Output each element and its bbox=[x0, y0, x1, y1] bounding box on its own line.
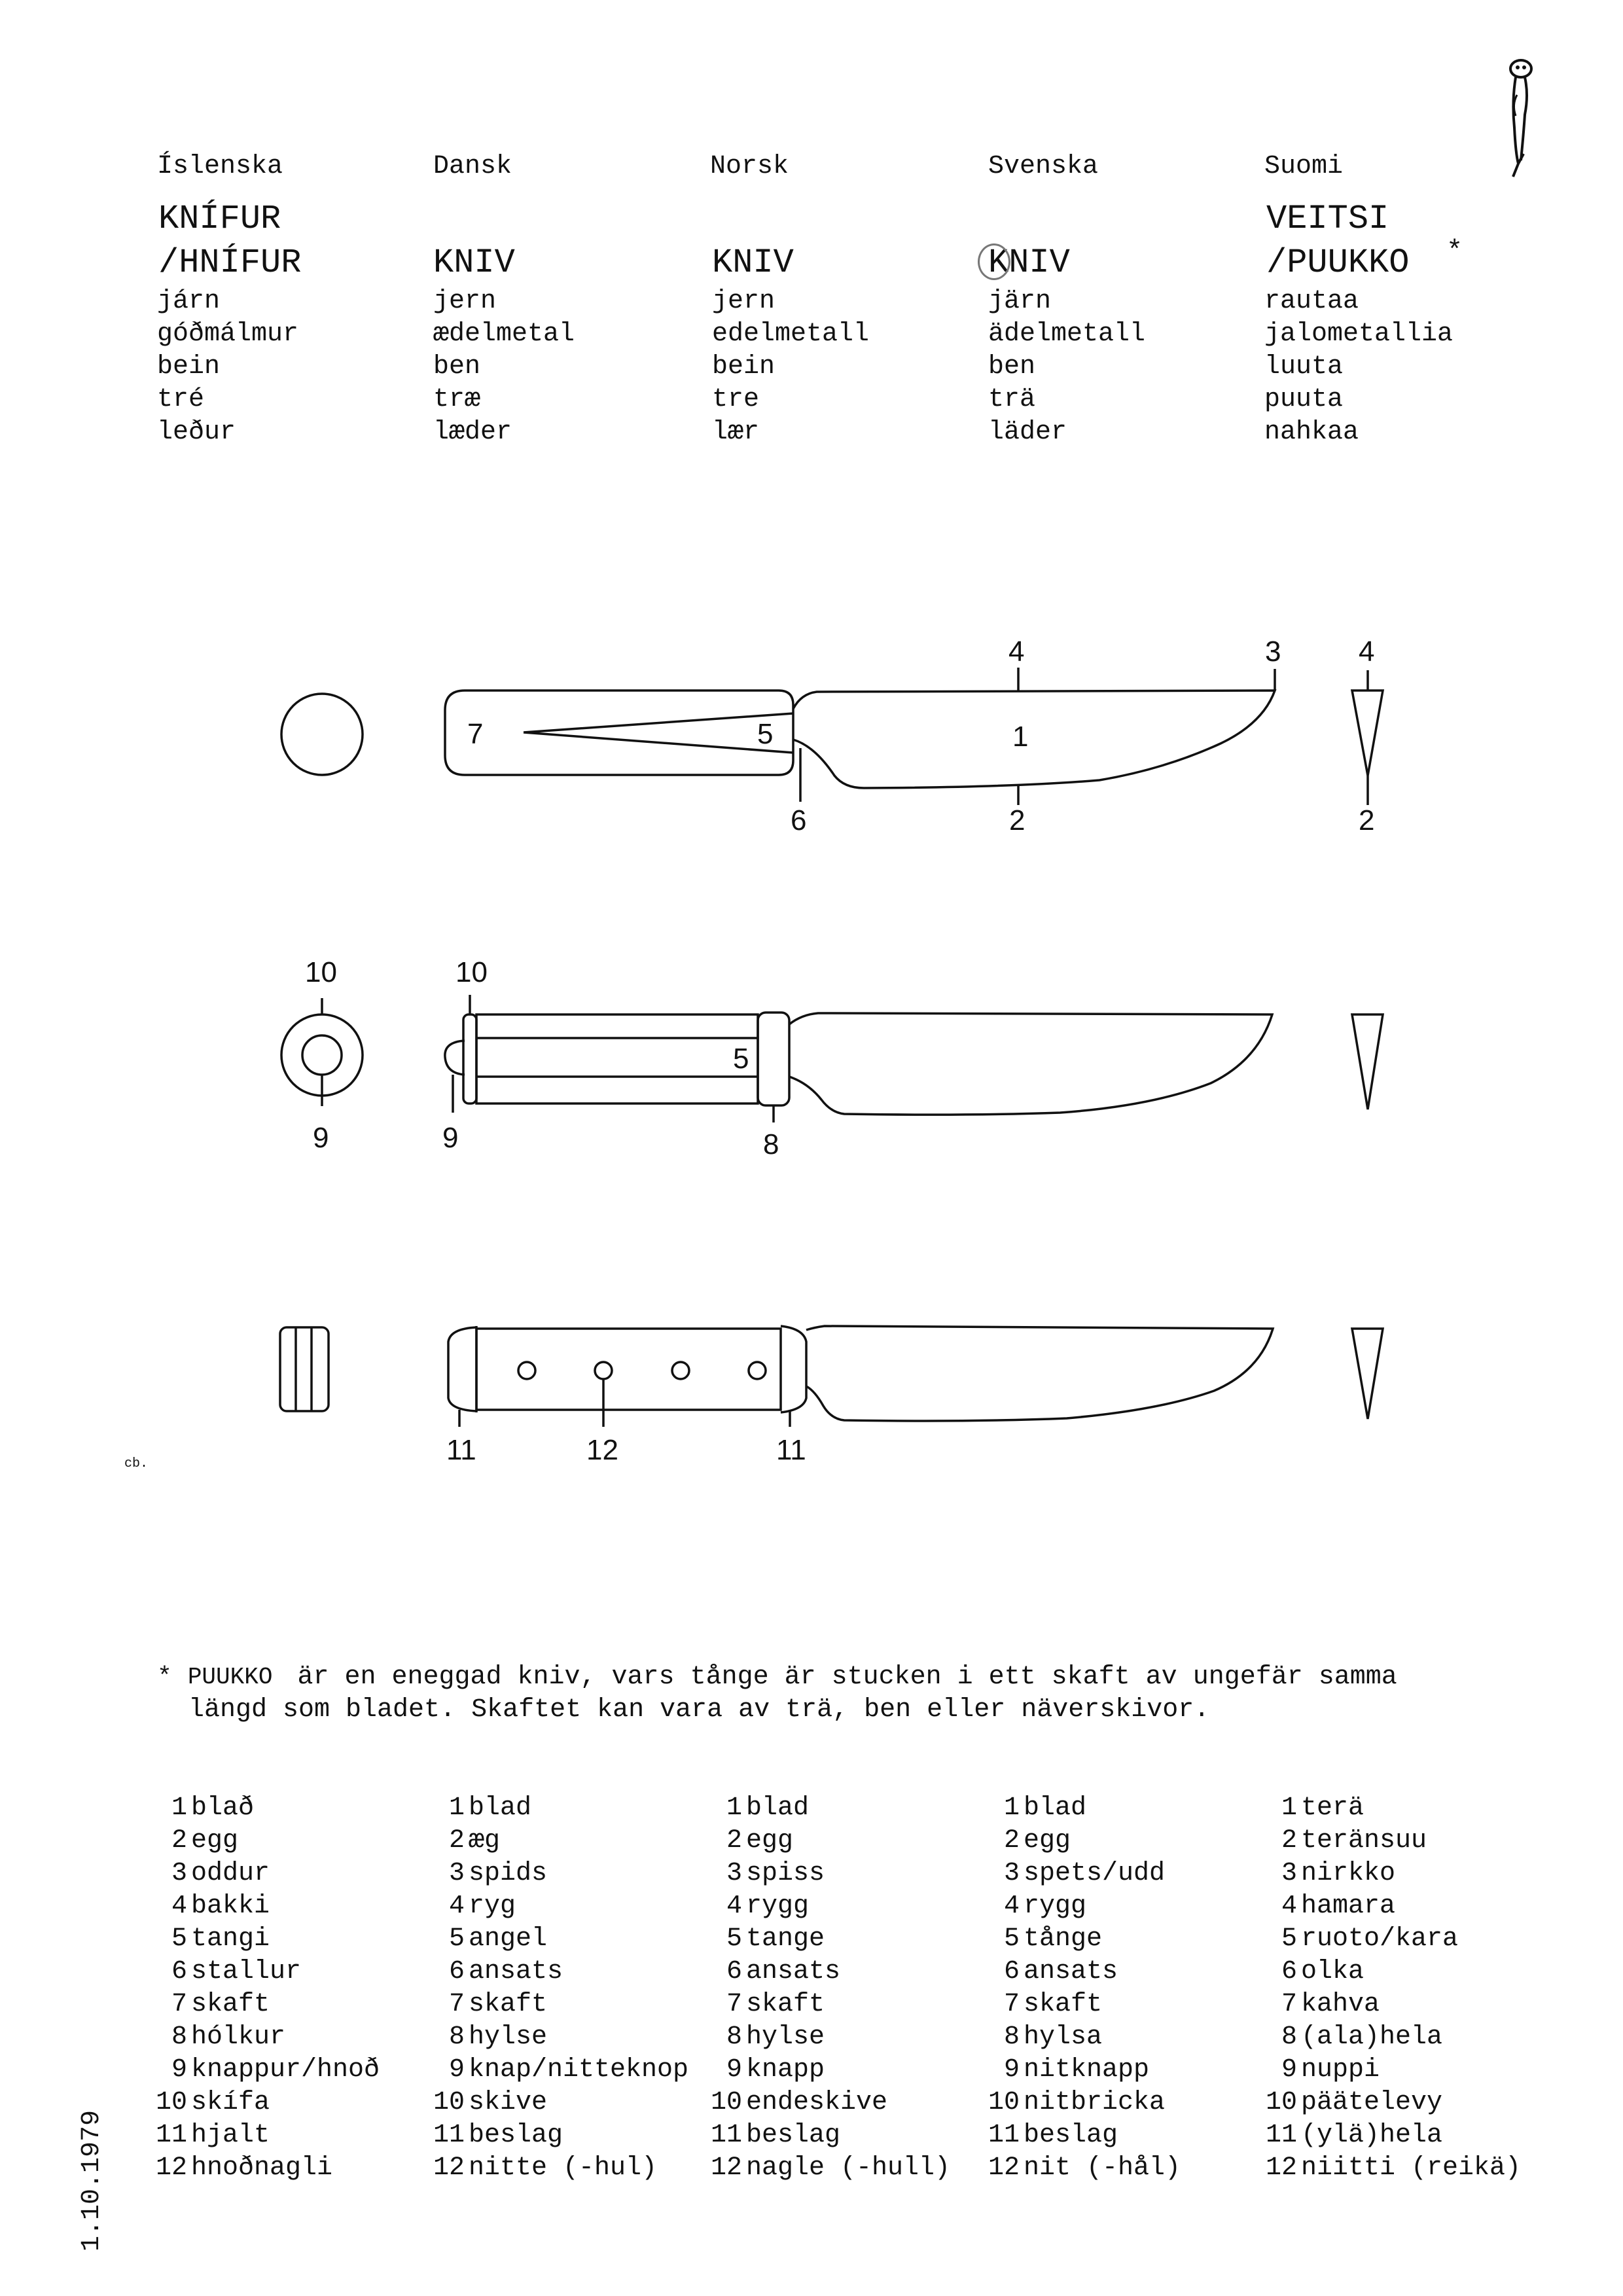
part-item: blad bbox=[746, 1793, 810, 1823]
material-item: jern bbox=[433, 287, 497, 316]
footnote-marker: * bbox=[157, 1663, 172, 1691]
k3-label-11-right: 11 bbox=[776, 1434, 806, 1466]
material-item: lær bbox=[712, 418, 760, 447]
material-item: trä bbox=[988, 385, 1036, 414]
part-item: (ylä)hela bbox=[1301, 2121, 1443, 2150]
part-item: egg bbox=[746, 1826, 794, 1856]
materials-finnish bbox=[1264, 285, 1453, 449]
parts-list-danish: 1 blad 2 æg 3 spids 4 ryg 5 angel 6 ansats 7 skaft 8 hylse 9 knap/nitteknop 10 skive 11 beslag 12 nitte (-hul) bbox=[433, 1793, 689, 2183]
material-item: læder bbox=[433, 418, 512, 447]
materials-danish bbox=[433, 285, 575, 449]
title-icelandic-line2: /HNÍFUR bbox=[158, 243, 302, 282]
section-label-4: 4 bbox=[1359, 636, 1375, 668]
part-item: nitte (-hul) bbox=[469, 2153, 658, 2183]
k2-label-9: 9 bbox=[442, 1122, 459, 1154]
part-item: bakki bbox=[191, 1892, 270, 1921]
part-item: skaft bbox=[746, 1990, 825, 2019]
part-item: hylse bbox=[746, 2022, 825, 2052]
part-item: knap/nitteknop bbox=[469, 2055, 689, 2085]
pen-circle-mark bbox=[978, 243, 1010, 280]
part-item: oddur bbox=[191, 1859, 270, 1888]
part-item: skaft bbox=[191, 1990, 270, 2019]
k2-label-10-end: 10 bbox=[305, 956, 337, 988]
asterisk-mark: * bbox=[1446, 236, 1463, 267]
k1-label-3: 3 bbox=[1265, 636, 1281, 668]
material-item: bein bbox=[712, 352, 776, 382]
material-item: tre bbox=[712, 385, 760, 414]
k1-label-1: 1 bbox=[1012, 721, 1029, 753]
knife2-handle bbox=[476, 1014, 758, 1103]
end-view-knob bbox=[302, 1035, 342, 1075]
part-item: hylsa bbox=[1024, 2022, 1103, 2052]
part-item: skaft bbox=[1024, 1990, 1103, 2019]
part-item: spets/udd bbox=[1024, 1859, 1166, 1888]
part-item: egg bbox=[191, 1826, 239, 1856]
part-item: hjalt bbox=[191, 2121, 270, 2150]
part-item: rygg bbox=[746, 1892, 810, 1921]
part-item: ruoto/kara bbox=[1301, 1924, 1459, 1954]
part-item: blað bbox=[191, 1793, 255, 1823]
title-finnish-line1: VEITSI bbox=[1266, 200, 1389, 238]
part-item: nirkko bbox=[1301, 1859, 1396, 1888]
material-item: ædelmetal bbox=[433, 319, 575, 349]
rivet bbox=[672, 1362, 689, 1379]
part-item: nit (-hål) bbox=[1024, 2153, 1181, 2183]
parts-list-norwegian: 1 blad 2 egg 3 spiss 4 rygg 5 tange 6 ansats 7 skaft 8 hylse 9 knapp 10 endeskive 11 beslag 12 nagle (-hull) bbox=[710, 1793, 951, 2183]
part-item: olka bbox=[1301, 1957, 1364, 1986]
part-item: knapp bbox=[746, 2055, 825, 2085]
k2-label-5: 5 bbox=[733, 1043, 749, 1075]
part-item: hamara bbox=[1301, 1892, 1396, 1921]
footnote-text-1: är en eneggad kniv, vars tånge är stucken i ett skaft av ungefär samma bbox=[297, 1662, 1397, 1692]
material-item: jern bbox=[712, 287, 776, 316]
title-icelandic-line1: KNÍFUR bbox=[158, 200, 281, 238]
part-item: æg bbox=[469, 1826, 501, 1856]
material-item: ädelmetall bbox=[988, 319, 1146, 349]
part-item: nagle (-hull) bbox=[746, 2153, 951, 2183]
part-item: beslag bbox=[1024, 2121, 1118, 2150]
k1-label-2: 2 bbox=[1009, 804, 1026, 836]
part-item: nuppi bbox=[1301, 2055, 1380, 2085]
k2-label-8: 8 bbox=[763, 1128, 779, 1160]
blade-cross-section-wedge bbox=[1352, 1329, 1383, 1419]
k2-label-9-end: 9 bbox=[313, 1122, 329, 1154]
part-item: beslag bbox=[746, 2121, 841, 2150]
material-item: nahkaa bbox=[1264, 418, 1359, 447]
materials-icelandic bbox=[157, 285, 298, 449]
k1-label-6: 6 bbox=[791, 804, 807, 836]
knife2-end-washer bbox=[463, 1014, 476, 1103]
part-item: skífa bbox=[191, 2088, 270, 2117]
part-item: spids bbox=[469, 1859, 548, 1888]
part-item: tånge bbox=[1024, 1924, 1103, 1954]
materials-swedish bbox=[988, 285, 1145, 449]
part-item: ryg bbox=[469, 1892, 516, 1921]
part-item: egg bbox=[1024, 1826, 1071, 1856]
part-item: blad bbox=[469, 1793, 532, 1823]
rivet bbox=[518, 1362, 535, 1379]
seal-figure-logo bbox=[1499, 56, 1544, 180]
blade-cross-section-wedge bbox=[1352, 691, 1383, 776]
material-item: tré bbox=[157, 385, 205, 414]
knife3-front-fitting bbox=[781, 1326, 806, 1412]
rivet bbox=[595, 1362, 612, 1379]
footnote-line2: längd som bladet. Skaftet kan vara av trä, ben eller näverskivor. bbox=[188, 1695, 1210, 1725]
part-item: ansats bbox=[746, 1957, 841, 1986]
part-item: skive bbox=[469, 2088, 548, 2117]
blade-cross-section-wedge bbox=[1352, 1014, 1383, 1109]
material-item: træ bbox=[433, 385, 481, 414]
part-item: stallur bbox=[191, 1957, 302, 1986]
k2-label-10: 10 bbox=[455, 956, 488, 988]
part-item: teränsuu bbox=[1301, 1826, 1427, 1856]
knife2-ferrule bbox=[758, 1013, 789, 1105]
footnote-term: PUUKKO bbox=[187, 1664, 273, 1691]
material-item: puuta bbox=[1264, 385, 1344, 414]
material-item: góðmálmur bbox=[157, 319, 299, 349]
part-item: nitknapp bbox=[1024, 2055, 1150, 2085]
material-item: bein bbox=[157, 352, 221, 382]
section-label-2: 2 bbox=[1359, 804, 1375, 836]
material-item: leður bbox=[157, 418, 236, 447]
material-item: järn bbox=[988, 287, 1052, 316]
language-header-icelandic: Íslenska bbox=[157, 152, 283, 181]
part-item: terä bbox=[1301, 1793, 1364, 1823]
title-finnish-line2: /PUUKKO bbox=[1266, 243, 1410, 282]
title-norwegian: KNIV bbox=[712, 243, 794, 282]
knife-diagrams bbox=[0, 589, 1623, 1505]
part-item: päätelevy bbox=[1301, 2088, 1443, 2117]
part-item: skaft bbox=[469, 1990, 548, 2019]
material-item: rautaa bbox=[1264, 287, 1359, 316]
knife2-knob bbox=[445, 1041, 465, 1075]
material-item: luuta bbox=[1264, 352, 1344, 382]
material-item: ben bbox=[988, 352, 1036, 382]
part-item: knappur/hnoð bbox=[191, 2055, 380, 2085]
rivet bbox=[749, 1362, 766, 1379]
material-item: ben bbox=[433, 352, 481, 382]
document-date: 1.10.1979 bbox=[77, 2109, 107, 2251]
part-item: hólkur bbox=[191, 2022, 286, 2052]
small-mark: cb. bbox=[124, 1456, 149, 1471]
language-header-norwegian: Norsk bbox=[710, 152, 789, 181]
knife3-end-fitting bbox=[448, 1327, 476, 1411]
end-view-stacked bbox=[280, 1327, 329, 1411]
language-header-danish: Dansk bbox=[433, 152, 512, 181]
knife1-blade bbox=[793, 691, 1275, 788]
knife3-blade bbox=[806, 1326, 1273, 1421]
k3-label-12: 12 bbox=[586, 1434, 618, 1466]
parts-list-icelandic: 1 blað 2 egg 3 oddur 4 bakki 5 tangi 6 stallur 7 skaft 8 hólkur 9 knappur/hnoð 10 skífa 11 hjalt 12 hnoðnagli bbox=[155, 1793, 380, 2183]
material-item: edelmetall bbox=[712, 319, 870, 349]
knife1-tang bbox=[524, 713, 793, 753]
part-item: rygg bbox=[1024, 1892, 1087, 1921]
part-item: hnoðnagli bbox=[191, 2153, 333, 2183]
parts-list-finnish: 1 terä 2 teränsuu 3 nirkko 4 hamara 5 ruoto/kara 6 olka 7 kahva 8 (ala)hela 9 nuppi 10 päätelevy 11 (ylä)hela 12 niitti (reikä) bbox=[1265, 1793, 1522, 2183]
part-item: kahva bbox=[1301, 1990, 1380, 2019]
materials-norwegian bbox=[712, 285, 869, 449]
footnote-line1 bbox=[157, 1661, 1397, 1694]
part-item: beslag bbox=[469, 2121, 563, 2150]
part-item: ansats bbox=[1024, 1957, 1118, 1986]
part-item: niitti (reikä) bbox=[1301, 2153, 1522, 2183]
knife1-handle bbox=[445, 691, 793, 775]
language-header-swedish: Svenska bbox=[988, 152, 1099, 181]
part-item: endeskive bbox=[746, 2088, 888, 2117]
part-item: spiss bbox=[746, 1859, 825, 1888]
k1-label-7: 7 bbox=[467, 718, 484, 750]
k3-label-11-left: 11 bbox=[446, 1434, 476, 1466]
k1-label-5: 5 bbox=[757, 718, 774, 750]
part-item: blad bbox=[1024, 1793, 1087, 1823]
handle-cross-section-round bbox=[281, 694, 363, 775]
part-item: tange bbox=[746, 1924, 825, 1954]
part-item: angel bbox=[469, 1924, 548, 1954]
title-danish: KNIV bbox=[433, 243, 515, 282]
part-item: (ala)hela bbox=[1301, 2022, 1443, 2052]
title-swedish: KNIV bbox=[988, 243, 1070, 282]
material-item: járn bbox=[157, 287, 221, 316]
part-item: nitbricka bbox=[1024, 2088, 1166, 2117]
part-item: hylse bbox=[469, 2022, 548, 2052]
material-item: läder bbox=[988, 418, 1067, 447]
knife2-blade bbox=[789, 1013, 1272, 1115]
knife3-handle bbox=[476, 1329, 781, 1410]
language-header-finnish: Suomi bbox=[1264, 152, 1344, 181]
part-item: tangi bbox=[191, 1924, 270, 1954]
parts-list-swedish: 1 blad 2 egg 3 spets/udd 4 rygg 5 tånge 6 ansats 7 skaft 8 hylsa 9 nitknapp 10 nitbricka 11 beslag 12 nit (-hål) bbox=[988, 1793, 1181, 2183]
material-item: jalometallia bbox=[1264, 319, 1454, 349]
k1-label-4: 4 bbox=[1008, 636, 1025, 668]
part-item: ansats bbox=[469, 1957, 563, 1986]
